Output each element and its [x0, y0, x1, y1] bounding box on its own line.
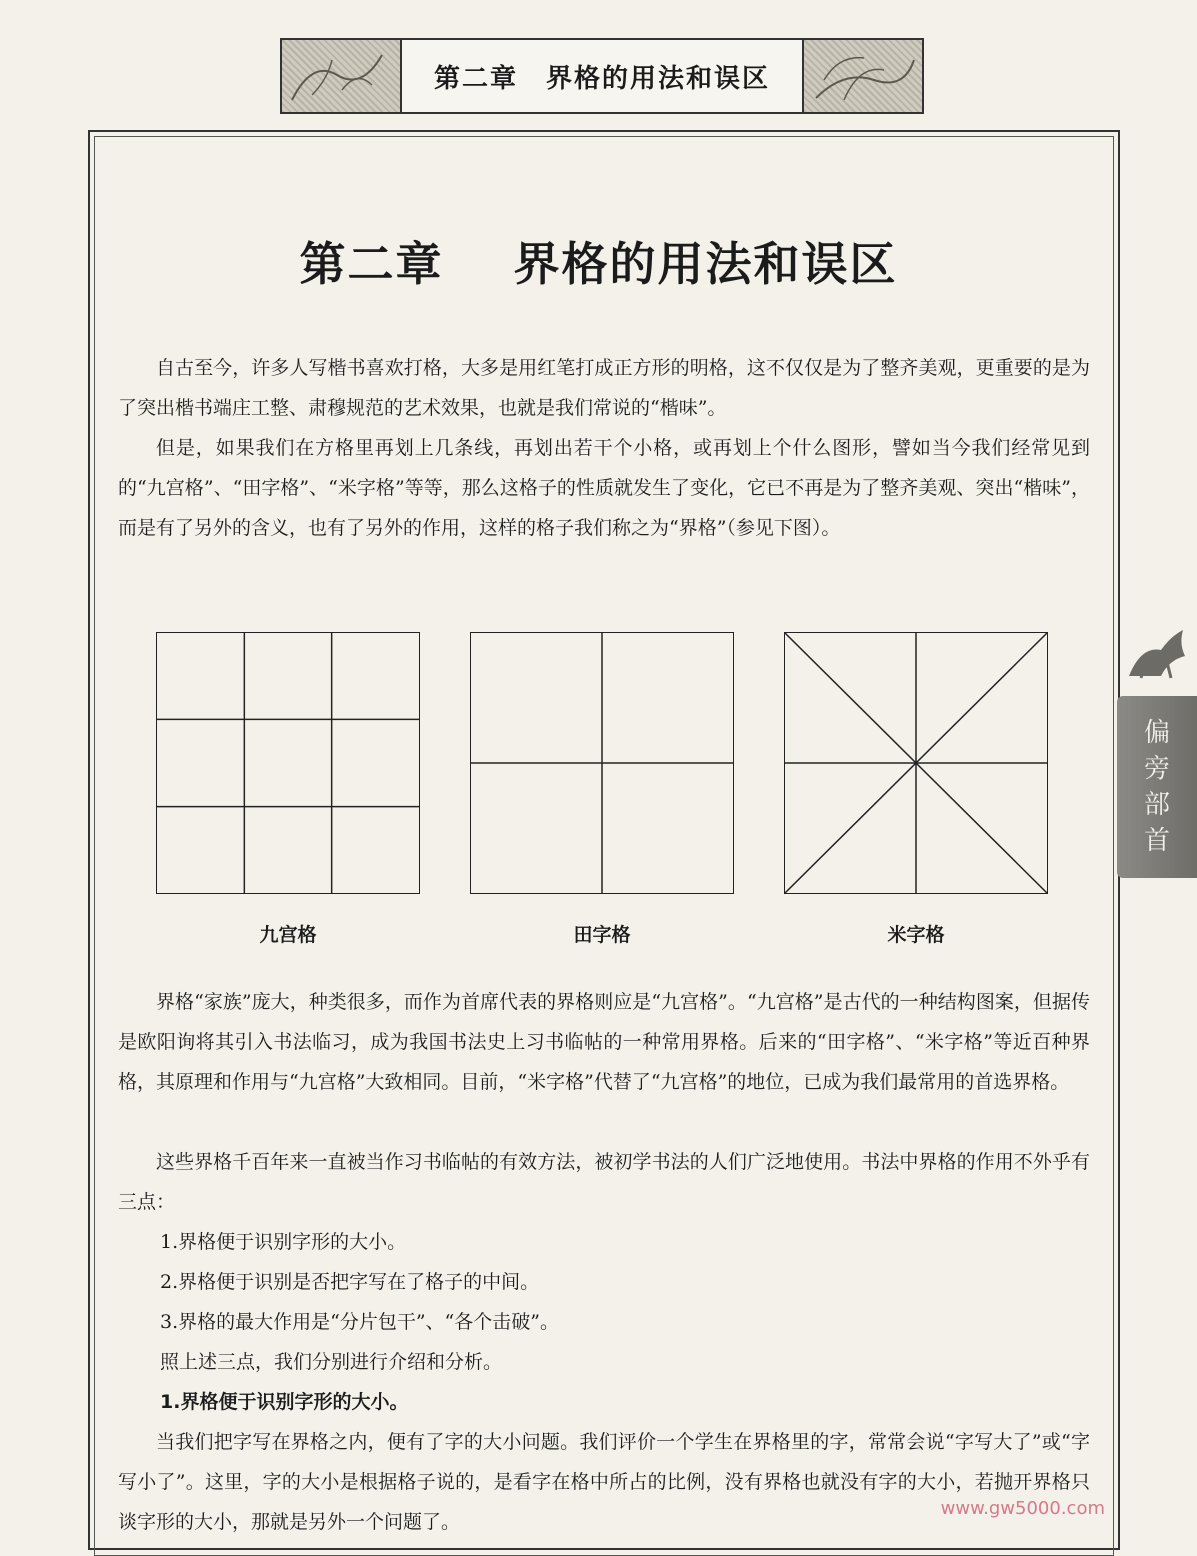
chapter-number: 第二章	[299, 237, 444, 291]
function-item-3: 3.界格的最大作用是“分片包干”、“各个击破”。	[160, 1311, 559, 1333]
tianzi-grid-diagram	[470, 632, 734, 894]
mizi-grid-diagram	[784, 632, 1048, 894]
side-tab-char: 旁	[1143, 754, 1170, 784]
jiugong-label: 九宫格	[259, 924, 317, 946]
side-tab-radicals	[1117, 696, 1197, 878]
header-title: 第二章 界格的用法和误区	[433, 63, 770, 94]
horse-ornament-icon	[1121, 616, 1193, 688]
chapter-name: 界格的用法和误区	[513, 237, 898, 291]
side-tab-char: 部	[1143, 790, 1170, 820]
chapter-title	[0, 228, 1197, 294]
paragraph-character-size: 当我们把字写在界格之内，便有了字的大小问题。我们评价一个学生在界格里的字，常常会说“字写大了”或“字写小了”。这里，字的大小是根据格子说的，是看字在格中所占的比例，没有界格也就没有字的大小，若抛开界格只谈字形的大小，那就是另外一个问题了。	[118, 1431, 1090, 1533]
chapter-header-band	[280, 38, 924, 114]
ink-painting-icon	[802, 40, 922, 112]
tianzi-label: 田字格	[573, 924, 631, 946]
ink-painting-icon	[282, 40, 402, 112]
side-tab-char: 首	[1143, 826, 1170, 856]
paragraph-intro: 自古至今，许多人写楷书喜欢打格，大多是用红笔打成正方形的明格，这不仅仅是为了整齐美观，更重要的是为了突出楷书端庄工整、肃穆规范的艺术效果，也就是我们常说的“楷味”。	[118, 357, 1090, 419]
jiugong-grid-diagram	[156, 632, 420, 894]
paragraph-three-functions: 这些界格千百年来一直被当作习书临帖的有效方法，被初学书法的人们广泛地使用。书法中界格的作用不外乎有三点：	[118, 1151, 1090, 1213]
analysis-note: 照上述三点，我们分别进行介绍和分析。	[160, 1351, 503, 1373]
paragraph-jiugong-history: 界格“家族”庞大，种类很多，而作为首席代表的界格则应是“九宫格”。“九宫格”是古代的一种结构图案，但据传是欧阳询将其引入书法临习，成为我国书法史上习书临帖的一种常用界格。后来的“田字格”、“米字格”等近百种界格，其原理和作用与“九宫格”大致相同。目前，“米字格”代替了“九宫格”的地位，已成为我们最常用的首选界格。	[118, 991, 1090, 1093]
function-item-1: 1.界格便于识别字形的大小。	[160, 1231, 407, 1253]
mizi-label: 米字格	[887, 924, 945, 946]
watermark-url: www.gw5000.com	[940, 1498, 1105, 1519]
function-item-2: 2.界格便于识别是否把字写在了格子的中间。	[160, 1271, 540, 1293]
section-heading-size: 1.界格便于识别字形的大小。	[160, 1391, 409, 1413]
paragraph-jiege-definition: 但是，如果我们在方格里再划上几条线，再划出若干个小格，或再划上个什么图形，譬如当今我们经常见到的“九宫格”、“田字格”、“米字格”等等，那么这格子的性质就发生了变化，它已不再是为了整齐美观、突出“楷味”，而是有了另外的含义，也有了另外的作用，这样的格子我们称之为“界格”（参见下图）。	[118, 437, 1090, 539]
side-tab-char: 偏	[1143, 718, 1170, 748]
